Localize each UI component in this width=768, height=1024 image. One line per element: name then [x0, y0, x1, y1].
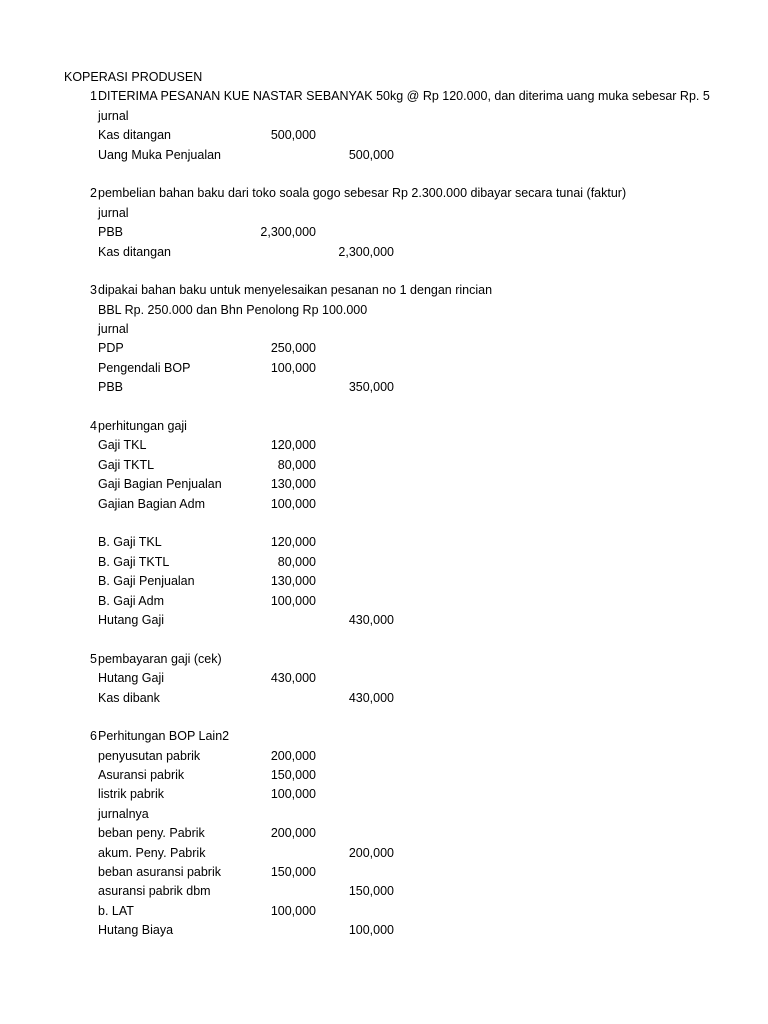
- debit-amount: 430,000: [270, 671, 316, 686]
- row-text: pembelian bahan baku dari toko soala gogo sebesar Rp 2.300.000 dibayar secara tunai (faktur): [98, 186, 627, 201]
- journal-row: [0, 320, 768, 339]
- debit-amount: 130,000: [270, 574, 316, 589]
- journal-row: [0, 844, 768, 863]
- row-text: beban peny. Pabrik: [98, 826, 205, 841]
- journal-row: [0, 689, 768, 708]
- row-text: Gaji Bagian Penjualan: [98, 477, 222, 492]
- row-text: jurnal: [98, 108, 129, 123]
- journal-row: [0, 650, 768, 669]
- journal-row: [0, 727, 768, 746]
- journal-row: [0, 456, 768, 475]
- journal-row: [0, 107, 768, 126]
- journal-row: [0, 378, 768, 397]
- row-text: asuransi pabrik dbm: [98, 884, 211, 899]
- credit-amount: 200,000: [348, 845, 394, 860]
- journal-row: [0, 475, 768, 494]
- debit-amount: 100,000: [270, 593, 316, 608]
- journal-row: [0, 824, 768, 843]
- row-text: jurnal: [98, 205, 129, 220]
- journal-row: [0, 184, 768, 203]
- row-text: Gaji TKTL: [98, 457, 155, 472]
- debit-amount: 500,000: [270, 128, 316, 143]
- document-title: KOPERASI PRODUSEN: [64, 70, 203, 84]
- row-text: beban asuransi pabrik: [98, 865, 221, 880]
- journal-row: [0, 514, 768, 533]
- journal-row: [0, 533, 768, 552]
- row-text: Hutang Biaya: [98, 923, 174, 938]
- journal-row: [0, 708, 768, 727]
- row-text: listrik pabrik: [98, 787, 164, 802]
- journal-row: [0, 592, 768, 611]
- item-number: 3: [90, 283, 97, 298]
- journal-row: [0, 921, 768, 940]
- row-text: Perhitungan BOP Lain2: [98, 729, 230, 744]
- debit-amount: 100,000: [270, 903, 316, 918]
- journal-row: [0, 747, 768, 766]
- journal-row: [0, 495, 768, 514]
- row-text: jurnal: [98, 322, 129, 337]
- row-text: Uang Muka Penjualan: [98, 147, 221, 162]
- journal-row: [0, 146, 768, 165]
- journal-row: [0, 87, 768, 106]
- row-text: perhitungan gaji: [98, 419, 187, 434]
- debit-amount: 150,000: [270, 768, 316, 783]
- row-text: b. LAT: [98, 903, 134, 918]
- journal-row: [0, 863, 768, 882]
- journal-row: [0, 301, 768, 320]
- debit-amount: 80,000: [277, 457, 316, 472]
- row-text: B. Gaji TKL: [98, 535, 162, 550]
- debit-amount: 2,300,000: [260, 225, 316, 240]
- debit-amount: 120,000: [270, 438, 316, 453]
- debit-amount: 100,000: [270, 496, 316, 511]
- credit-amount: 350,000: [348, 380, 394, 395]
- item-number: 4: [90, 419, 97, 434]
- journal-row: [0, 805, 768, 824]
- debit-amount: 200,000: [270, 748, 316, 763]
- debit-amount: 100,000: [270, 787, 316, 802]
- journal-row: [0, 339, 768, 358]
- row-text: pembayaran gaji (cek): [98, 651, 222, 666]
- credit-amount: 430,000: [348, 612, 394, 627]
- row-text: dipakai bahan baku untuk menyelesaikan pesanan no 1 dengan rincian: [98, 283, 493, 298]
- row-text: B. Gaji Penjualan: [98, 574, 195, 589]
- journal-row: [0, 611, 768, 630]
- journal-row: [0, 243, 768, 262]
- journal-row: [0, 398, 768, 417]
- row-text: Kas ditangan: [98, 244, 171, 259]
- debit-amount: 100,000: [270, 360, 316, 375]
- credit-amount: 100,000: [348, 923, 394, 938]
- title-row: [0, 68, 768, 87]
- journal-row: [0, 785, 768, 804]
- journal-row: [0, 281, 768, 300]
- row-text: Kas ditangan: [98, 128, 171, 143]
- journal-row: [0, 126, 768, 145]
- row-text: B. Gaji TKTL: [98, 554, 170, 569]
- row-text: PDP: [98, 341, 124, 356]
- row-text: Hutang Gaji: [98, 671, 165, 686]
- row-text: jurnalnya: [98, 806, 149, 821]
- journal-sheet: [0, 68, 768, 941]
- journal-row: [0, 204, 768, 223]
- row-text: DITERIMA PESANAN KUE NASTAR SEBANYAK 50kg @ Rp 120.000, dan diterima uang muka sebesar Rp. 5: [98, 89, 710, 104]
- journal-row: [0, 572, 768, 591]
- journal-row: [0, 553, 768, 572]
- item-number: 5: [90, 651, 97, 666]
- journal-row: [0, 359, 768, 378]
- credit-amount: 500,000: [348, 147, 394, 162]
- row-text: Hutang Gaji: [98, 612, 165, 627]
- journal-row: [0, 165, 768, 184]
- journal-row: [0, 669, 768, 688]
- journal-row: [0, 882, 768, 901]
- row-text: akum. Peny. Pabrik: [98, 845, 206, 860]
- item-number: 2: [90, 186, 97, 201]
- row-text: Pengendali BOP: [98, 360, 191, 375]
- credit-amount: 150,000: [348, 884, 394, 899]
- row-text: Kas dibank: [98, 690, 160, 705]
- journal-row: [0, 436, 768, 455]
- row-text: Asuransi pabrik: [98, 768, 185, 783]
- debit-amount: 130,000: [270, 477, 316, 492]
- debit-amount: 80,000: [277, 554, 316, 569]
- item-number: 6: [90, 729, 97, 744]
- journal-row: [0, 630, 768, 649]
- row-text: Gajian Bagian Adm: [98, 496, 206, 511]
- journal-row: [0, 262, 768, 281]
- debit-amount: 150,000: [270, 865, 316, 880]
- journal-row: [0, 902, 768, 921]
- row-text: BBL Rp. 250.000 dan Bhn Penolong Rp 100.000: [98, 302, 368, 317]
- row-text: PBB: [98, 225, 124, 240]
- debit-amount: 250,000: [270, 341, 316, 356]
- journal-rows: [0, 87, 768, 940]
- debit-amount: 200,000: [270, 826, 316, 841]
- credit-amount: 430,000: [348, 690, 394, 705]
- journal-row: [0, 766, 768, 785]
- row-text: B. Gaji Adm: [98, 593, 164, 608]
- debit-amount: 120,000: [270, 535, 316, 550]
- row-text: penyusutan pabrik: [98, 748, 201, 763]
- credit-amount: 2,300,000: [338, 244, 394, 259]
- journal-row: [0, 417, 768, 436]
- journal-row: [0, 223, 768, 242]
- item-number: 1: [90, 89, 97, 104]
- row-text: Gaji TKL: [98, 438, 147, 453]
- row-text: PBB: [98, 380, 124, 395]
